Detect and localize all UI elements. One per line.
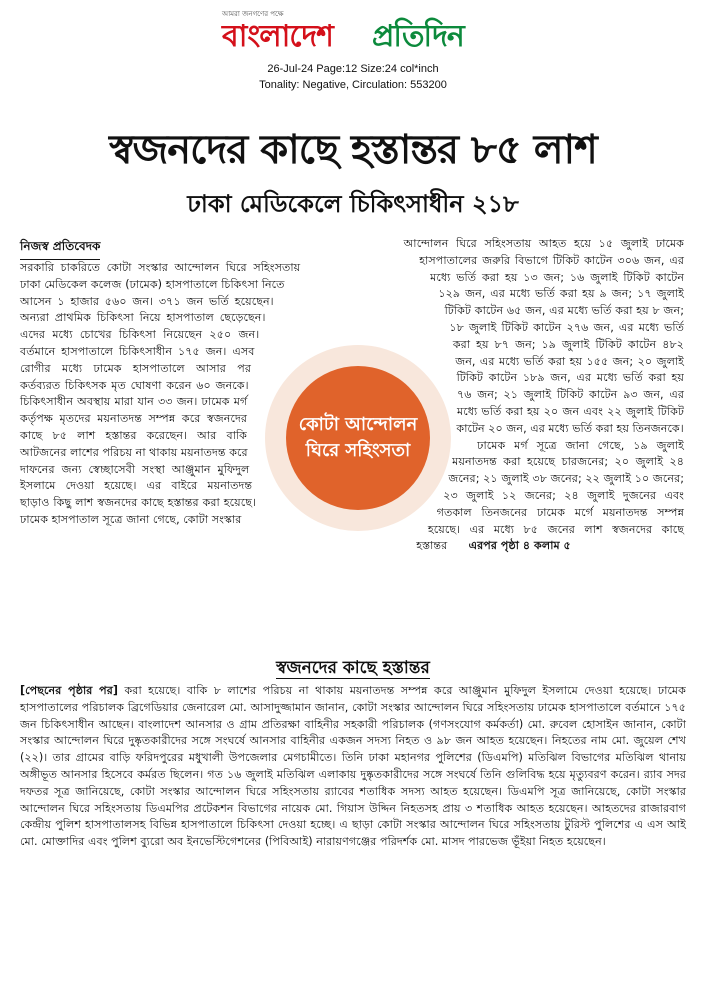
column-right-paragraph-1: আন্দোলন ঘিরে সহিংসতায় আহত হয়ে ১৫ জুলাই ঢামেক হাসপাতালের জরুরি বিভাগে টিকিট কাটেন ৩০৬ জন, এর মধ্যে ভর্তি করা হয় ১৩ জন; ১৬ জুলাই টিকিট কাটেন ১২৯ জন, এর মধ্যে ভর্তি করা হয় ৯ জন; ১৭ জুলাই টিকিট কাটেন ৬৫ জন, এর মধ্যে ভর্তি করা হয় ৮ জন; ১৮ জুলাই টিকিট কাটেন ২৭৬ জন, এর মধ্যে ভর্তি করা হয় ৮৭ জন; ১৯ জুলাই টিকিট কাটেন ৪৮২ জন, এর মধ্যে ভর্তি করা হয় ১৫৫ জন; ২০ জুলাই টিকিট কাটেন ১৮৯ জন, এর মধ্যে ভর্তি করা হয় ৭৬ জন; ২১ জুলাই টিকিট কাটেন ৯৩ জন, এর মধ্যে ভর্তি করা হয় ২০ জন এবং ২২ জুলাই টিকিট কাটেন ২০ জন, এর মধ্যে ভর্তি করা হয় তিনজনকে।	[403, 237, 684, 435]
column-left-text: সরকারি চাকরিতে কোটা সংস্কার আন্দোলন ঘিরে সহিংসতায় ঢাকা মেডিকেল কলেজ (ঢামেক) হাসপাতালে চিকিৎসা নিতে আসেন ১ হাজার ৫৬০ জন। ৩৭১ জন ভর্তি হয়েছেন। অন্যরা প্রাথমিক চিকিৎসা নিয়ে হাসপাতাল ছেড়েছেন। এদের মধ্যে চোখের চিকিৎসা নিয়েছেন ২৫০ জন। বর্তমানে হাসপাতালে চিকিৎসাধীন ১৭৫ জন। এসব রোগীর মধ্যে ঢামেক হাসপাতালে আসার পর কর্তব্যরত চিকিৎসক মৃত ঘোষণা করেন ৬০ জনকে। চিকিৎসাধীন অবস্থায় মারা যান ৩৩ জন। ঢামেক মর্গ কর্তৃপক্ষ মৃতদের ময়নাতদন্ত সম্পন্ন করে স্বজনদের কাছে ৮৫ লাশ হস্তান্তর করেছেন। আর বাকি আটজনের লাশের পরিচয় না থাকায় ময়নাতদন্ত করে দাফনের জন্য স্বেচ্ছাসেবী সংস্থা আঞ্জুমান মুফিদুল ইসলামে দেওয়া হয়েছে। এর বাইরে ময়নাতদন্ত ছাড়াও কিছু লাশ স্বজনদের কাছে হস্তান্তর করা হয়েছে। ঢামেক হাসপাতাল সূত্রে জানা গেছে, কোটা সংস্কার	[20, 261, 301, 526]
continuation-title: স্বজনদের কাছে হস্তান্তর	[276, 658, 430, 678]
continuation-tag: [পেছনের পৃষ্ঠার পর]	[20, 684, 119, 697]
masthead-tagline: আমরা জনগণের পক্ষে	[222, 10, 284, 18]
continuation-text: করা হয়েছে। বাকি ৮ লাশের পরিচয় না থাকায় ময়নাতদন্ত সম্পন্ন করে আঞ্জুমান মুফিদুল ইসলামে দেওয়া হয়েছে। ঢামেক হাসপাতালের পরিচালক ব্রিগেডিয়ার জেনারেল মো. আসাদুজ্জামান জানান, কোটা সংস্কার আন্দোলন ঘিরে সহিংসতায় ঢামেক হাসপাতালে বর্তমানে ১৭৫ জন চিকিৎসাধীন আছেন। বাংলাদেশ আনসার ও গ্রাম প্রতিরক্ষা বাহিনীর সহকারী পরিচালক (গণসংযোগ কর্মকর্তা) মো. রুবেল হোসাইন জানান, কোটা সংস্কার আন্দোলন ঘিরে দুষ্কৃতকারীদের সঙ্গে সংঘর্ষে আনসার বাহিনীর একজন সদস্য নিহত ও ৯৮ জন আহত হয়েছেন। নিহতের নাম মো. জুয়েল শেখ (২২)। তার গ্রামের বাড়ি ফরিদপুরের মধুখালী উপজেলার মেগচামীতে। তিনি ঢাকা মহানগর পুলিশের (ডিএমপি) মতিঝিল বিভাগের মতিঝিল থানায় অঙ্গীভূত আনসার হিসেবে কর্মরত ছিলেন। গত ১৬ জুলাই মতিঝিল এলাকায় দুষ্কৃতকারীদের সঙ্গে সংঘর্ষে তিনি গুলিবিদ্ধ হয়ে মৃত্যুবরণ করেন। র‌্যাব সদর দফতর সূত্র জানিয়েছে, কোটা সংস্কার আন্দোলন ঘিরে সহিংসতায় র‌্যাবের শতাধিক সদস্য আহত হয়েছেন। ডিএমপি সূত্র জানিয়েছে, কোটা সংস্কার আন্দোলন ঘিরে সহিংসতায় ডিএমপির প্রটেকশন বিভাগের নায়েক মো. গিয়াস উদ্দিন নিহতসহ প্রায় ৩ শতাধিক আহত হয়েছেন। আহতদের রাজারবাগ কেন্দ্রীয় পুলিশ হাসপাতালসহ বিভিন্ন হাসপাতালে চিকিৎসা দেওয়া হচ্ছে। এ ছাড়া কোটা সংস্কার আন্দোলন ঘিরে সহিংসতায় টুরিস্ট পুলিশের এ এস আই মো. মোক্তাদির এবং পুলিশ ব্যুরো অব ইনভেস্টিগেশনের (পিবিআই) নারায়ণগঞ্জের পরিদর্শক মো. মাসদ পারভেজ ভূঁইয়া নিহত হয়েছেন।	[20, 684, 686, 849]
article-subheadline: ঢাকা মেডিকেলে চিকিৎসাধীন ২১৮	[187, 190, 519, 218]
masthead	[0, 0, 706, 60]
continuation-body	[20, 683, 686, 851]
column-right-paragraph-2: ঢামেক মর্গ সূত্রে জানা গেছে, ১৯ জুলাই ময়নাতদন্ত করা হয়েছে চারজনের; ২০ জুলাই ২৪ জনের; ২১ জুলাই ৩৮ জনের; ২২ জুলাই ১০ জনের; ২৩ জুলাই ১২ জনের; ২৪ জুলাই দুজনের এবং গতকাল তিনজনের ঢামেক মর্গে ময়নাতদন্ত সম্পন্ন হয়েছে। এর মধ্যে ৮৫ জনের লাশ স্বজনদের কাছে হস্তান্তর	[416, 438, 684, 553]
article-headline: স্বজনদের কাছে হস্তান্তর ৮৫ লাশ	[109, 127, 597, 173]
clipping-meta-line-2: Tonality: Negative, Circulation: 553200	[259, 79, 447, 91]
article-byline: নিজস্ব প্রতিবেদক	[20, 238, 100, 260]
article-column-right	[362, 236, 684, 568]
continuation-title-wrap	[0, 655, 706, 683]
clipping-meta-line-1: 26-Jul-24 Page:12 Size:24 col*inch	[267, 63, 439, 75]
topic-badge-label: কোটা আন্দোলন ঘিরে সহিংসতা	[298, 414, 418, 461]
article-column-left	[20, 260, 342, 590]
jump-line: এরপর পৃষ্ঠা ৪ কলাম ৫	[468, 539, 571, 553]
newspaper-logo-protidin: প্রতিদিন	[372, 19, 464, 54]
newspaper-logo-bangladesh: বাংলাদেশ	[222, 19, 333, 54]
